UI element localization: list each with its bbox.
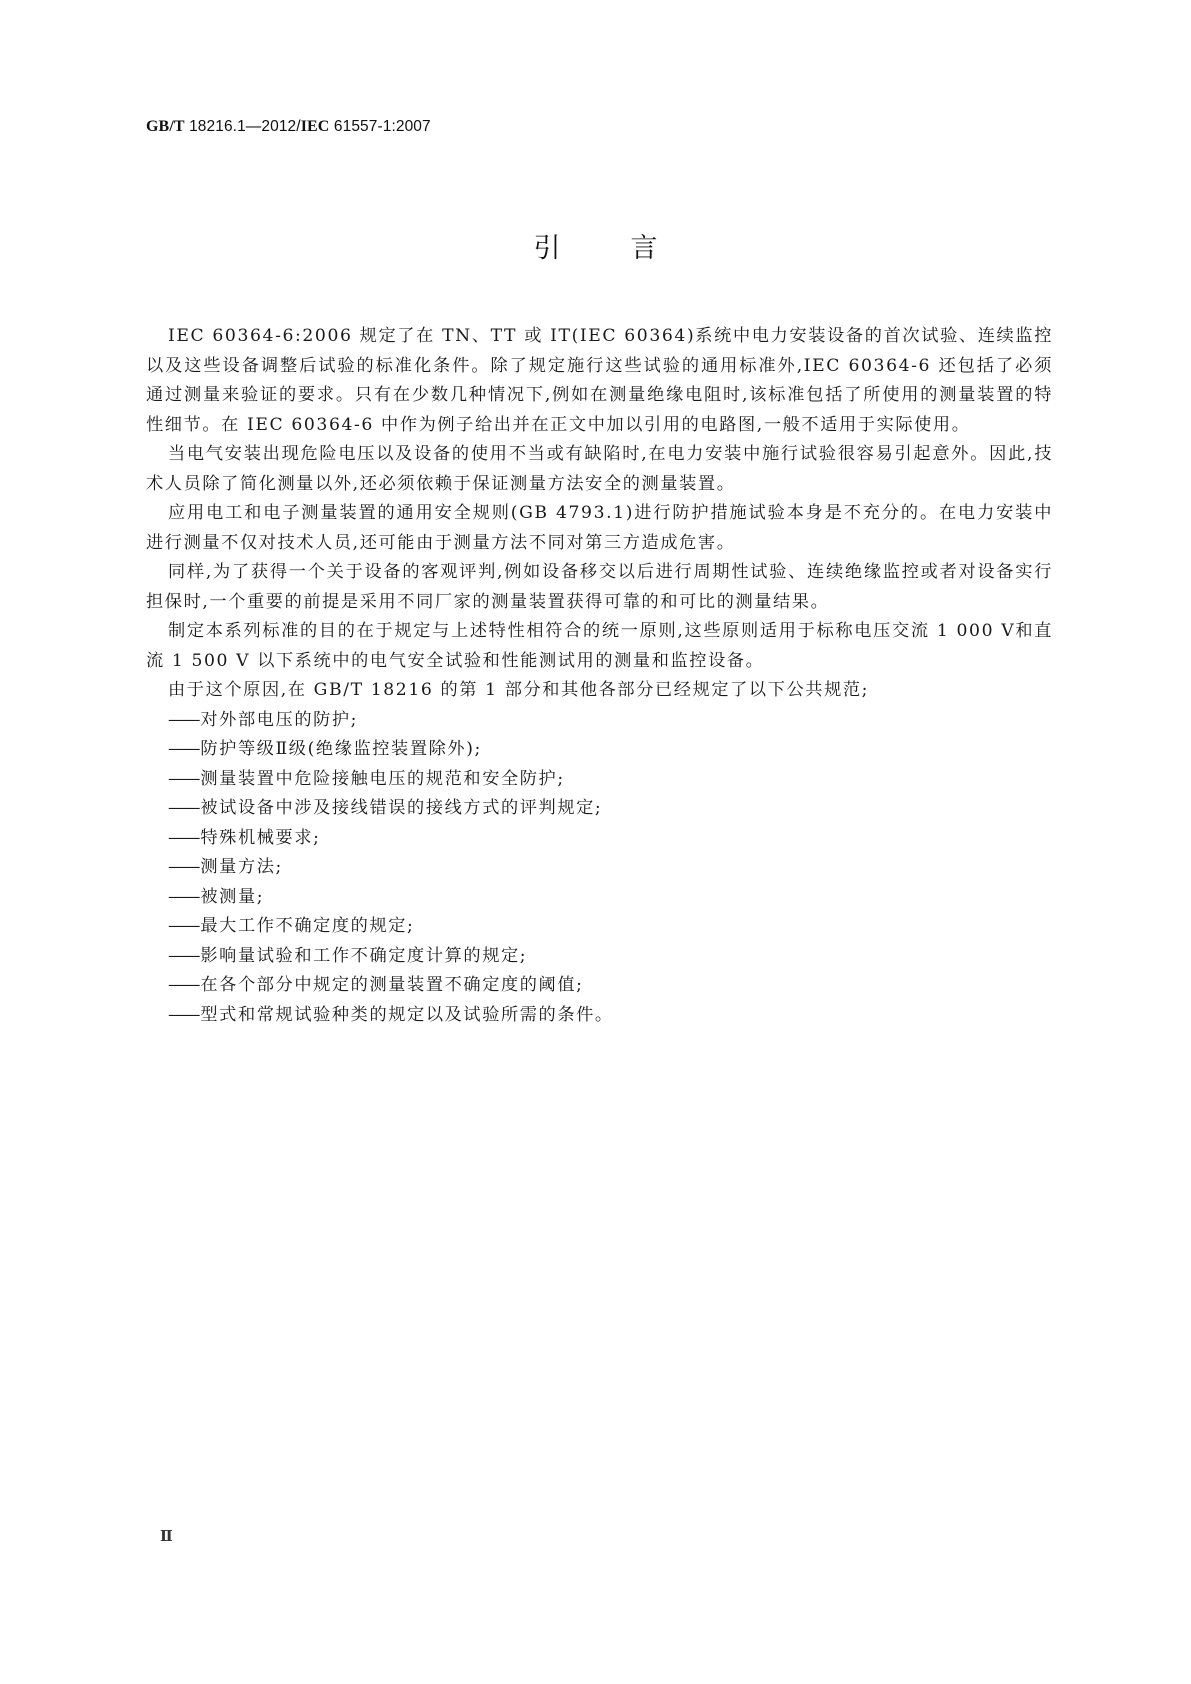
gbt-number: 18216.1—2012/ (189, 118, 301, 135)
iec-number: 61557-1:2007 (333, 118, 431, 135)
paragraph: 应用电工和电子测量装置的通用安全规则(GB 4793.1)进行防护措施试验本身是不充分的。在电力安装中进行测量不仅对技术人员,还可能由于测量方法不同对第三方造成危害。 (146, 503, 1053, 553)
dash-marker: —— (168, 857, 199, 877)
list-item: —— 对外部电压的防护; (168, 709, 359, 730)
dash-marker: —— (168, 886, 199, 907)
gbt-prefix: GB/T (146, 118, 185, 135)
dash-marker: —— (168, 798, 199, 818)
list-item: —— 特殊机械要求; (168, 827, 321, 848)
list-item: —— 最大工作不确定度的规定; (168, 916, 415, 936)
dash-marker: —— (168, 768, 199, 789)
list-item: —— 防护等级Ⅱ级(绝缘监控装置除外); (168, 739, 482, 759)
title-char-2: 言 (630, 233, 658, 264)
paragraph: 制定本系列标准的目的在于规定与上述特性相符合的统一原则,这些原则适用于标称电压交流 1 000 V和直流 1 500 V 以下系统中的电气安全试验和性能测试用的测量和监控设备。 (146, 621, 1053, 671)
paragraph: 由于这个原因,在 GB/T 18216 的第 1 部分和其他各部分已经规定了以下公共规范; (168, 680, 870, 700)
dash-marker: —— (168, 827, 199, 848)
list-item: —— 测量装置中危险接触电压的规范和安全防护; (168, 768, 565, 789)
page-number: Ⅱ (160, 1527, 173, 1545)
list-item: —— 型式和常规试验种类的规定以及试验所需的条件。 (168, 1004, 614, 1025)
list-item: —— 被试设备中涉及接线错误的接线方式的评判规定; (168, 798, 603, 818)
list-item: —— 测量方法; (168, 857, 283, 877)
section-title (0, 226, 1191, 265)
title-char-1: 引 (533, 233, 561, 264)
list-item: —— 影响量试验和工作不确定度计算的规定; (168, 945, 528, 966)
iec-prefix: IEC (300, 118, 330, 135)
dash-marker: —— (168, 975, 199, 995)
standard-code-header (146, 118, 431, 136)
dash-marker: —— (168, 1004, 199, 1025)
introduction-body (146, 322, 1053, 1030)
paragraph: 当电气安装出现危险电压以及设备的使用不当或有缺陷时,在电力安装中施行试验很容易引起意外。因此,技术人员除了简化测量以外,还必须依赖于保证测量方法安全的测量装置。 (146, 444, 1053, 494)
dash-marker: —— (168, 709, 199, 730)
dash-marker: —— (168, 916, 199, 936)
requirements-list (146, 706, 1053, 1031)
list-item: —— 被测量; (168, 886, 265, 907)
paragraph: IEC 60364-6:2006 规定了在 TN、TT 或 IT(IEC 60364)系统中电力安装设备的首次试验、连续监控以及这些设备调整后试验的标准化条件。除了规定施行这些试验的通用标准外,IEC 60364-6 还包括了必须通过测量来验证的要求。只有在少数几种情况下,例如在测量绝缘电阻时,该标准包括了所使用的测量装置的特性细节。在 IEC 60364-6 中作为例子给出并在正文中加以引用的电路图,一般不适用于实际使用。 (146, 326, 1053, 435)
paragraph: 同样,为了获得一个关于设备的客观评判,例如设备移交以后进行周期性试验、连续绝缘监控或者对设备实行担保时,一个重要的前提是采用不同厂家的测量装置获得可靠的和可比的测量结果。 (146, 562, 1053, 612)
dash-marker: —— (168, 945, 199, 966)
dash-marker: —— (168, 739, 199, 759)
list-item: —— 在各个部分中规定的测量装置不确定度的阈值; (168, 975, 584, 995)
